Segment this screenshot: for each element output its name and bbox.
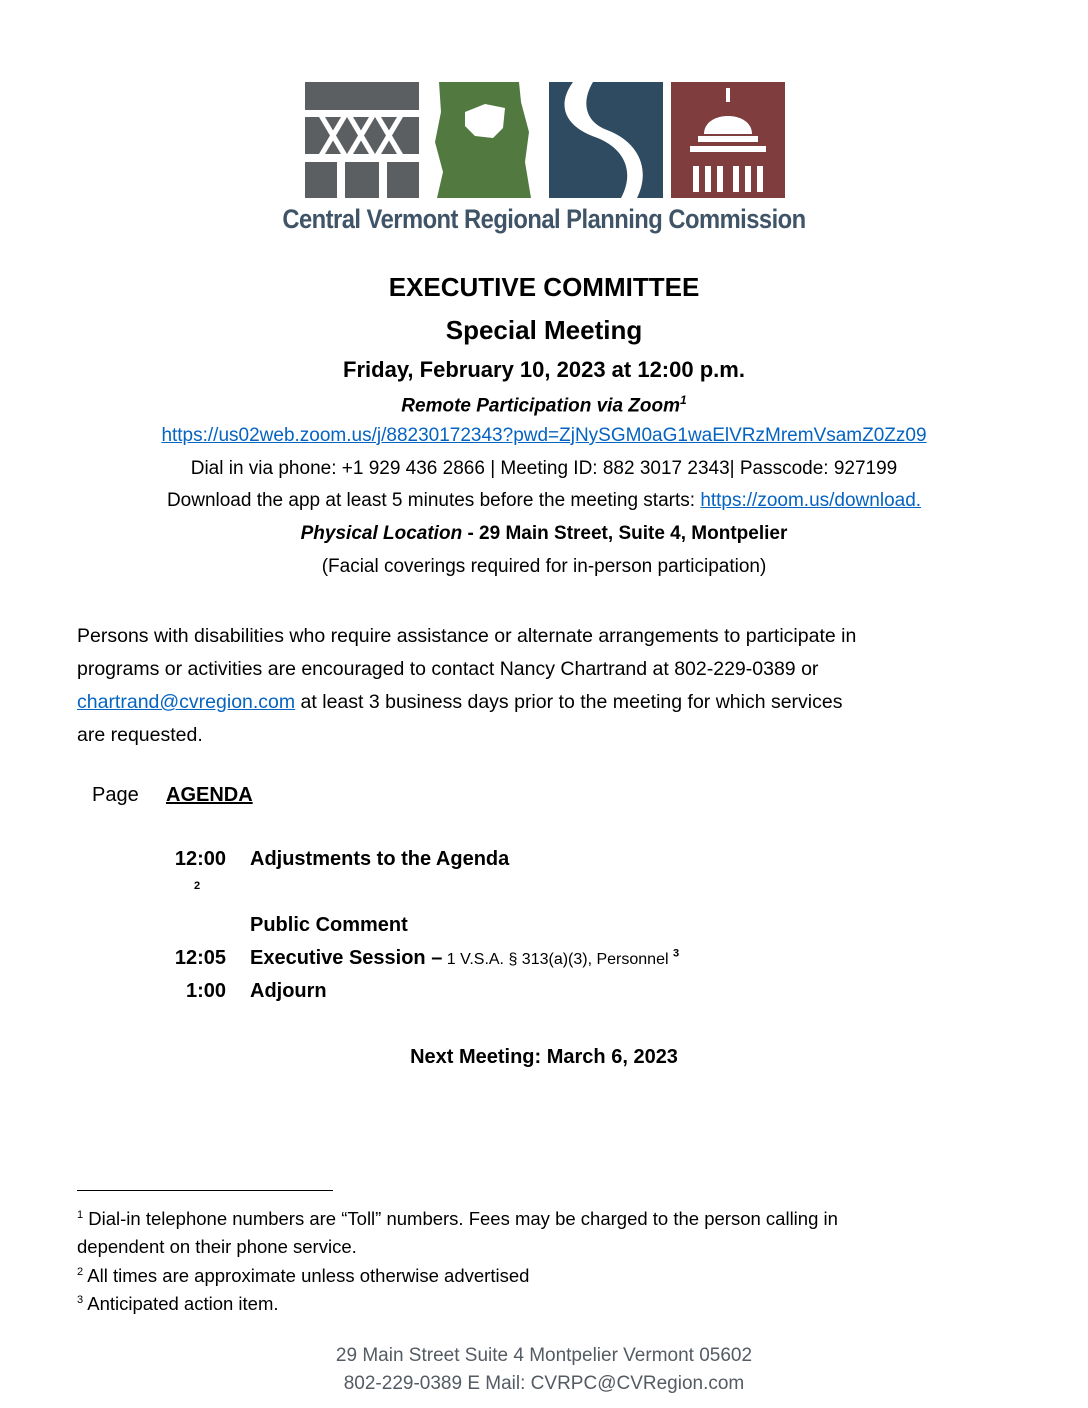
footnote-3 — [77, 1286, 1037, 1318]
footnote-ref-1: 1 — [680, 393, 687, 407]
footnote-number: 1 — [77, 1209, 84, 1221]
download-line — [0, 490, 1088, 512]
agenda-heading: AGENDA — [166, 784, 253, 806]
next-meeting: Next Meeting: March 6, 2023 — [410, 1046, 678, 1068]
footnote-text: dependent on their phone service. — [77, 1236, 357, 1258]
vermont-map-icon — [427, 82, 541, 198]
physical-location-address: - 29 Main Street, Suite 4, Montpelier — [462, 523, 788, 544]
agenda-item: Public Comment — [250, 914, 408, 936]
footnote-number: 2 — [77, 1266, 84, 1278]
river-road-icon — [549, 82, 663, 198]
footnote-text: Anticipated action item. — [83, 1293, 279, 1315]
zoom-download-link[interactable]: https://zoom.us/download. — [700, 490, 922, 511]
download-text: Download the app at least 5 minutes before the meeting starts: — [166, 490, 701, 511]
footnote-1 — [77, 1201, 1037, 1261]
facial-coverings-note: (Facial coverings required for in-person participation) — [321, 556, 767, 577]
zoom-meeting-link[interactable]: https://us02web.zoom.us/j/88230172343?pwd=ZjNySGM0aG1waElVRzMremVsamZ0Zz09 — [161, 425, 927, 446]
accessibility-text: at least 3 business days prior to the meeting for which services — [295, 691, 843, 713]
agenda-item: Adjourn — [250, 980, 327, 1002]
footnote-divider — [77, 1190, 333, 1191]
cvrpc-logo — [305, 82, 785, 198]
accessibility-line: Persons with disabilities who require assistance or alternate arrangements to participate in — [77, 625, 857, 647]
footnote-ref-3: 3 — [672, 947, 680, 960]
logo-wordmark: Central Vermont Regional Planning Commission — [282, 204, 806, 234]
page-column-label: Page — [92, 784, 139, 806]
meeting-type: Special Meeting — [445, 315, 643, 345]
contact-email-link[interactable]: chartrand@cvregion.com — [77, 691, 296, 713]
accessibility-line — [77, 686, 1017, 719]
capitol-dome-icon — [671, 82, 785, 198]
physical-location-label: Physical Location — [300, 523, 463, 544]
agenda-item — [250, 947, 679, 970]
accessibility-line: programs or activities are encouraged to contact Nancy Chartrand at 802-229-0389 or — [77, 658, 819, 680]
committee-title: EXECUTIVE COMMITTEE — [388, 272, 700, 302]
remote-text: Remote Participation via Zoom — [401, 395, 681, 417]
footnote-text: Dial-in telephone numbers are “Toll” numbers. Fees may be charged to the person calling in — [83, 1208, 838, 1230]
dial-in-info: Dial in via phone: +1 929 436 2866 | Meeting ID: 882 3017 2343| Passcode: 927199 — [190, 458, 898, 479]
agenda-time: 12:00 — [174, 848, 226, 870]
agenda-time: 12:05 — [174, 947, 226, 969]
agenda-time: 1:00 — [185, 980, 226, 1002]
bridge-icon — [305, 82, 419, 198]
agenda-item: Adjustments to the Agenda — [250, 848, 510, 870]
footer-address-block — [0, 1342, 1088, 1398]
agenda-item-detail: 1 V.S.A. § 313(a)(3), Personnel — [442, 951, 673, 968]
accessibility-paragraph — [77, 620, 1017, 752]
footnote-ref-2: 2 — [194, 880, 201, 892]
meeting-datetime: Friday, February 10, 2023 at 12:00 p.m. — [343, 357, 745, 382]
footer-contact: 802-229-0389 E Mail: CVRPC@CVRegion.com — [343, 1373, 745, 1394]
physical-location — [0, 523, 1088, 545]
agenda-item-title: Executive Session – — [250, 947, 443, 969]
footer-address: 29 Main Street Suite 4 Montpelier Vermont 05602 — [335, 1345, 753, 1366]
footnote-text: All times are approximate unless otherwise advertised — [83, 1265, 530, 1287]
remote-participation — [0, 393, 1088, 417]
footnote-number: 3 — [77, 1294, 84, 1306]
accessibility-line: are requested. — [77, 724, 203, 746]
